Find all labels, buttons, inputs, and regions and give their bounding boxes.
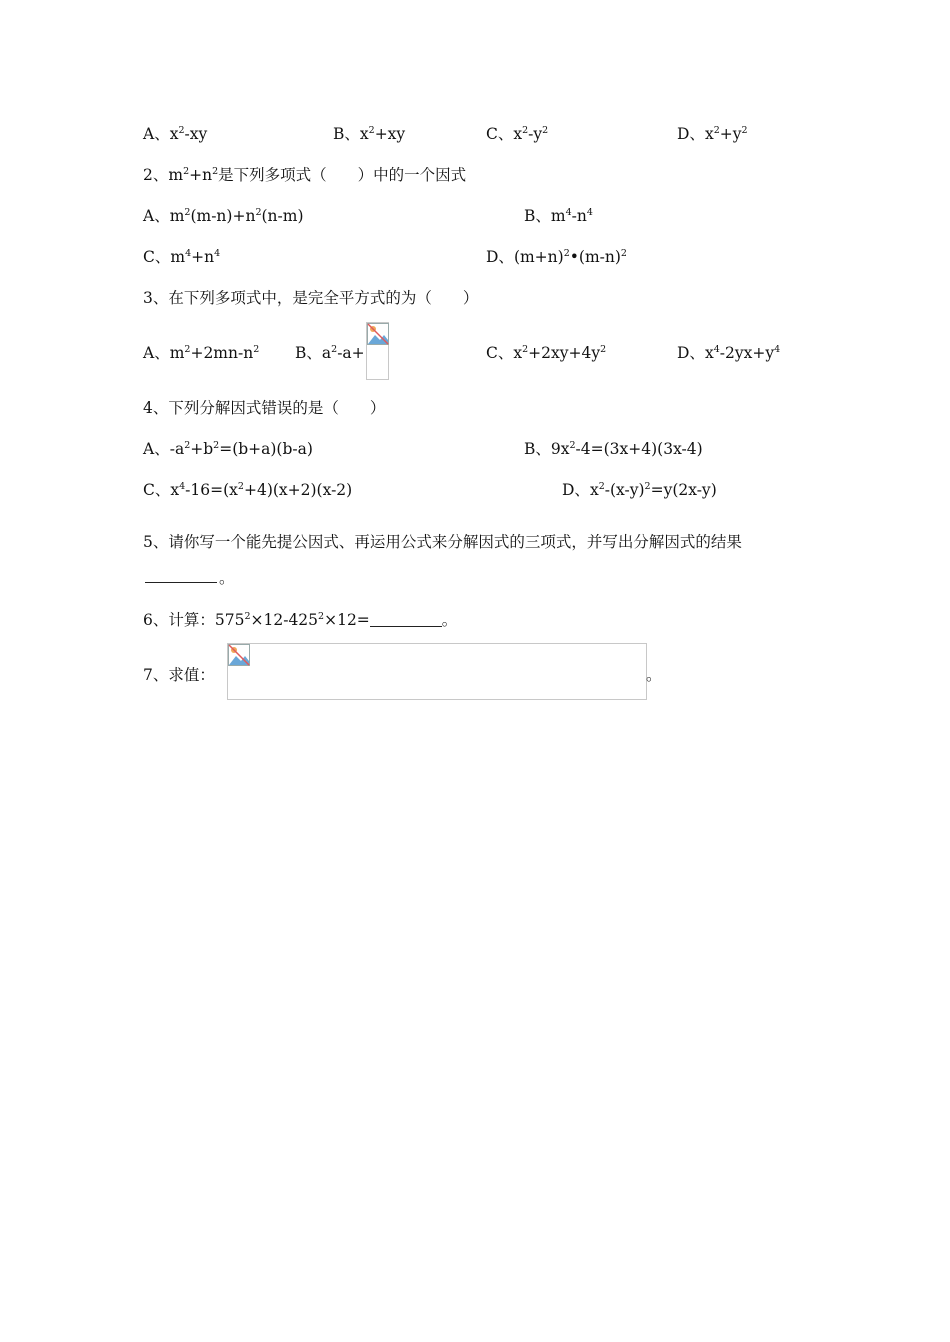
q2-stem: 2、$m^2+n^2$是下列多项式（ ）中的一个因式	[143, 166, 467, 184]
q6-question: 6、计算：$575^2\times 12-425^2\times 12=$ 。	[143, 611, 458, 629]
q4-option-a: A、$-a^2+b^2=(b+a)(b-a)$	[143, 440, 313, 458]
q2-option-d: D、$(m+n)^2•(m-n)^2$	[486, 248, 627, 266]
q1-option-d: D、$x^2+y^2$	[677, 125, 748, 143]
q1-option-a: A、$x^2-xy$	[143, 125, 208, 143]
q7-image-placeholder	[227, 643, 647, 700]
q5-period: 。	[219, 569, 235, 587]
q3-option-d: D、$x^4-2yx+y^4$	[677, 344, 781, 362]
q3-option-b: B、$a^2-a+$	[295, 344, 365, 362]
broken-image-icon	[228, 644, 250, 666]
q4-option-b: B、$9x^2-4=(3x+4)(3x-4)$	[524, 440, 703, 458]
q4-option-c: C、$x^4-16=(x^2+4)(x+2)(x-2)$	[143, 481, 353, 499]
q2-option-b: B、$m^4-n^4$	[524, 207, 593, 225]
q5-question: 5、请你写一个能先提公因式、再运用公式来分解因式的三项式，并写出分解因式的结果	[143, 533, 742, 551]
q7-period: 。	[646, 666, 662, 684]
q3-option-a: A、$m^2+2mn-n^2$	[143, 344, 260, 362]
q3-option-b-image-placeholder	[366, 322, 389, 380]
q3-option-c: C、$x^2+2xy+4y^2$	[486, 344, 607, 362]
q2-option-a: A、$m^2(m-n)+n^2(n-m)$	[143, 207, 304, 225]
q7-label: 7、求值：	[143, 666, 215, 684]
q5-answer-blank[interactable]	[145, 567, 217, 583]
q6-answer-blank[interactable]	[370, 611, 442, 627]
q1-option-b: B、$x^2+xy$	[333, 125, 406, 143]
q1-option-c: C、$x^2-y^2$	[486, 125, 549, 143]
q3-stem: 3、在下列多项式中，是完全平方式的为（ ）	[143, 289, 479, 307]
broken-image-icon	[367, 323, 389, 345]
q4-stem: 4、下列分解因式错误的是（ ）	[143, 399, 386, 417]
q2-option-c: C、$m^4+n^4$	[143, 248, 221, 266]
q4-option-d: D、$x^2-(x-y)^2=y(2x-y)$	[562, 481, 717, 499]
